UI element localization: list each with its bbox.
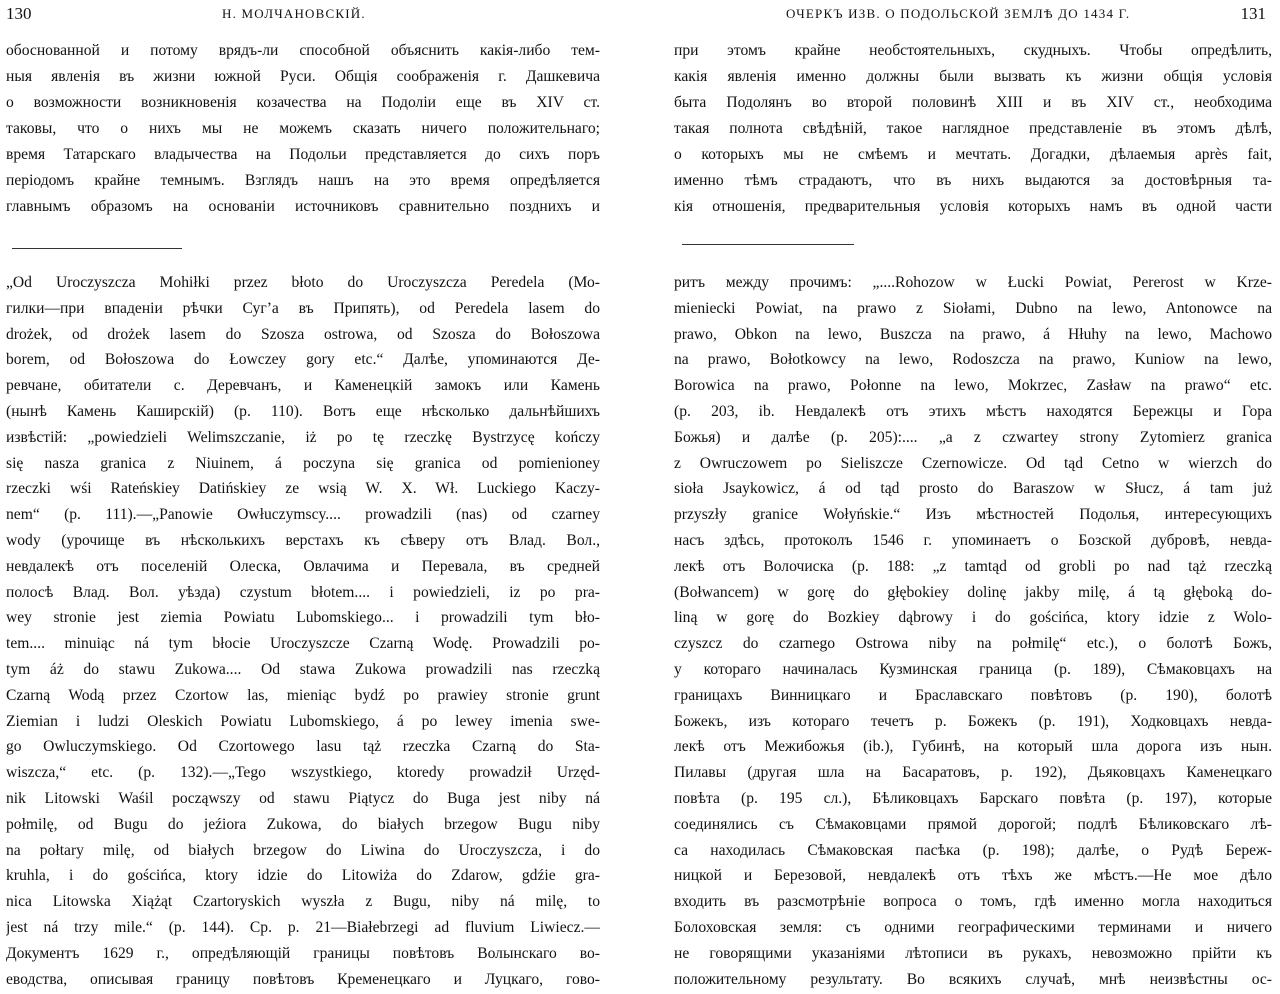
text-line: обоснованной и потому врядъ-ли способной объяснить какія-либо тем- <box>6 42 600 59</box>
footnote-line: гилки—при впаденіи рѣчки Сугʼа въ Припять), od Peredela lasem do <box>6 299 600 317</box>
text-line: быта Подолянъ во второй половинѣ XIII и въ XIV ст., необходима <box>674 94 1272 111</box>
footnote-line: невдалекѣ отъ поселеній Олеска, Овлачима и Перевала, въ средней <box>6 557 600 575</box>
footnote-line: (Bołwancem) w gorę do głębokiey dolinę jakby milę, á tą głęboką do- <box>674 583 1272 601</box>
left-main-text <box>6 38 600 220</box>
text-line: при этомъ крайне необстоятельныхъ, скудныхъ. Чтобы опредѣлить, <box>674 42 1272 59</box>
footnote-line: liną w gorę do Bozkiey dąbrowy i do gościńca, ktory idzie z Wolo- <box>674 609 1272 627</box>
footnote-line: przyszły granice Wołyńskie.“ Изъ мѣстностей Подолья, интересующихъ <box>674 506 1272 524</box>
right-running-title: ОЧЕРКЪ ИЗВ. О ПОДОЛЬСКОЙ ЗЕМЛѢ ДО 1434 Г. <box>786 6 1131 21</box>
footnote-line: drożek, od drożek lasem do Szosza ostrowa, od Szosza do Bołoszowa <box>6 325 600 343</box>
left-running-title: Н. МОЛЧАНОВСКІЙ. <box>222 6 366 21</box>
text-line: главнымъ образомъ на основаніи источниковъ сравнительно позднихъ и <box>6 198 600 215</box>
footnote-line: входить въ разсмотрѣніе вопроса о томъ, гдѣ именно могла находиться <box>674 893 1272 911</box>
footnote-line: kruhla, i do gościńca, ktory idzie do Litowiża do Zdarow, gdźie gra- <box>6 867 600 885</box>
footnote-line: соединялись съ Сѣмаковцами прямой дорогой; подлѣ Бѣликовскаго лѣ- <box>674 815 1272 833</box>
footnote-line: положительному результату. Во всякихъ случаѣ, мнѣ неизвѣстны ос- <box>674 970 1272 988</box>
left-footnote-text <box>6 270 600 992</box>
text-line: именно тѣмъ страдаютъ, что въ нихъ выдаются за достовѣрныя та- <box>674 172 1272 189</box>
footnote-line: ритъ между прочимъ: „....Rohozow w Łucki Powiat, Pererost w Krze- <box>674 274 1272 291</box>
footnote-line: Божекъ, изъ котораго течетъ р. Божекъ (p. 191), Ходковцахъ невда- <box>674 712 1272 730</box>
footnote-line: na połtary milę, od białych brzegow do Liwina do Uroczyszcza, i do <box>6 841 600 859</box>
footnote-line: са находилась Сѣмаковская пасѣка (p. 198); далѣе, о Рудѣ Береж- <box>674 841 1272 859</box>
footnote-line: tym áż do stawu Zukowa.... Od stawa Zukowa prowadzili nas rzeczką <box>6 660 600 678</box>
footnote-line: лекѣ отъ Волочиска (p. 188: „z tamtąd od grobli po nad tąż rzeczką <box>674 557 1272 575</box>
footnote-line: Пилавы (другая шла на Басаратовъ, p. 192), Дьяковцахъ Каменецкаго <box>674 764 1272 782</box>
footnote-line: Czarną Wodą przez Czortow las, mieniąc bydź po prawiey stronie grunt <box>6 686 600 704</box>
footnote-line: jest ná trzy mile.“ (p. 144). Ср. p. 21—Białebrzegi ad fluvium Liwiecz.— <box>6 918 600 936</box>
footnote-line: nem“ (p. 111).—„Panowie Owłuczymscy.... prowadzili (nas) od czarney <box>6 506 600 524</box>
left-page <box>0 0 600 994</box>
text-line: время Татарскаго владычества на Подольи представляется до сихъ поръ <box>6 146 600 163</box>
footnote-line: połmilę, od Bugu do jeźiora Zukowa, do białych brzegow Bugu niby <box>6 815 600 833</box>
footnote-line: полосѣ Влад. Вол. уѣзда) czystum błotem.... i powiedzieli, iz po pra- <box>6 583 600 601</box>
footnote-line: prawo, Obkon na lewo, Buszcza na prawo, á Hłuhy na lewo, Machowo <box>674 325 1272 343</box>
text-line: какія явленія именно должны были вызвать къ жизни общія условія <box>674 68 1272 85</box>
text-line: о которыхъ мы не смѣемъ и мечтать. Догадки, дѣлаемыя après fait, <box>674 146 1272 163</box>
footnote-line: na prawo, Bołotkowcy na lewo, Rodoszcza na prawo, Kuniow na lewo, <box>674 351 1272 369</box>
footnote-line: Borowica na prawo, Połonne na lewo, Mokrzec, Zasław na prawo“ etc. <box>674 377 1272 395</box>
text-line: періодомъ крайне темнымъ. Взглядъ нашъ на это время опредѣляется <box>6 172 600 189</box>
text-line: такая полнота свѣдѣній, такое наглядное представленіе въ этомъ дѣлѣ, <box>674 120 1272 137</box>
footnote-line: wey stronie jest ziemia Powiatu Lubomskiego... i prowadzili tym bło- <box>6 609 600 627</box>
text-line: о возможности возникновенія козачества на Подоліи еще въ XIV ст. <box>6 94 600 111</box>
footnote-line: borem, od Bołoszowa do Łowczey gory etc.“ Далѣе, упоминаются Де- <box>6 351 600 369</box>
right-page <box>668 0 1272 994</box>
footnote-line: go Owluczymskiego. Od Czortowego lasu tąż rzeczka Czarną do Sta- <box>6 738 600 756</box>
footnote-line: nica Litowska Xiążąt Czartoryskich wyszła z Bugu, niby ná milę, to <box>6 893 600 911</box>
right-footnote-text <box>674 270 1272 992</box>
footnote-line: не говорящими указаніями лѣтописи въ рукахъ, невозможно прійти къ <box>674 944 1272 962</box>
right-page-header <box>668 4 1272 26</box>
footnote-line: (p. 203, ib. Невдалекѣ отъ этихъ мѣстъ находятся Бережцы и Гора <box>674 402 1272 420</box>
footnote-line: Болоховская земля: съ одними географическими терминами и ничего <box>674 918 1272 936</box>
text-line: таковы, что о нихъ мы не можемъ сказать ничего положительнаго; <box>6 120 600 137</box>
text-line: ныя явленія въ жизни южной Руси. Общія соображенія г. Дашкевича <box>6 68 600 85</box>
footnote-line: Божья) и далѣе (p. 205):.... „a z czwartey strony Zytomierz granica <box>674 428 1272 446</box>
footnote-line: nik Litowski Waśil począwszy od stawu Piątycz do Buga jest niby ná <box>6 789 600 807</box>
footnote-line: извѣстій: „powiedzieli Welimszczanie, iż po tę rzeczkę Bystrzycę kończy <box>6 428 600 446</box>
text-line: кія отношенія, предварительныя условія которыхъ намъ въ одной части <box>674 198 1272 215</box>
footnote-line: sioła Jsaykowicz, á od tąd prosto do Baraszow w Słucz, á tam już <box>674 480 1272 498</box>
footnote-line: еводства, описывая границу повѣтовъ Кременецкаго и Луцкаго, гово- <box>6 970 600 988</box>
footnote-line: (нынѣ Камень Каширскій) (p. 110). Вотъ еще нѣсколько дальнѣйшихъ <box>6 402 600 420</box>
footnote-line: ницкой и Березовой, невдалекѣ отъ тѣхъ же мѣстъ.—Не мое дѣло <box>674 867 1272 885</box>
right-main-text <box>674 38 1272 220</box>
footnote-line: Ziemian i ludzi Oleskich Powiatu Lubomskiego, á po lewey imenia swe- <box>6 712 600 730</box>
left-page-number: 130 <box>6 4 32 23</box>
footnote-line: лекѣ отъ Межибожья (ib.), Губинѣ, на который шла дорога изъ нын. <box>674 738 1272 756</box>
footnote-line: „Od Uroczyszcza Mohiłki przez błoto do Uroczyszcza Peredela (Мо- <box>6 274 600 291</box>
footnote-line: wody (урочище въ нѣсколькихъ верстахъ къ сѣверу отъ Влад. Вол., <box>6 531 600 549</box>
footnote-line: mieniecki Powiat, na prawo z Siołami, Dubno na lewo, Antonowce na <box>674 299 1272 317</box>
footnote-line: Документъ 1629 г., опредѣляющій границы повѣтовъ Волынскаго во- <box>6 944 600 962</box>
footnote-line: насъ здѣсь, протоколъ 1546 г. упоминаетъ о Бозской дубровѣ, невда- <box>674 531 1272 549</box>
footnote-line: wiszcza,“ etc. (p. 132).—„Tego wszystkiego, ktoredy prowadził Urzęd- <box>6 764 600 782</box>
footnote-separator-left <box>12 248 182 249</box>
footnote-line: у котораго начиналась Кузминская граница (p. 189), Сѣмаковцахъ на <box>674 660 1272 678</box>
footnote-line: tem.... minuiąc ná tym błocie Uroczyszcze Czarną Wodę. Prowadzili po- <box>6 635 600 653</box>
right-page-number: 131 <box>1240 4 1266 23</box>
left-page-header <box>0 4 600 26</box>
footnote-line: повѣта (p. 195 сл.), Бѣликовцахъ Барскаго повѣта (p. 197), которые <box>674 789 1272 807</box>
footnote-line: z Owruczowem po Sieliszcze Czernowicze. Od tąd Cetno w wierzch do <box>674 454 1272 472</box>
footnote-line: границахъ Винницкаго и Браславскаго повѣтовъ (p. 190), болотѣ <box>674 686 1272 704</box>
footnote-line: rzeczki wśi Rateńskiey Datińskiey ze wsią W. X. Wł. Luckiego Kaczy- <box>6 480 600 498</box>
footnote-line: się nasza granica z Niuinem, á poczyna się granica od pomienioney <box>6 454 600 472</box>
footnote-separator-right <box>682 244 854 245</box>
footnote-line: ревчане, обитатели с. Деревчанъ, и Каменецкій замокъ или Камень <box>6 377 600 395</box>
footnote-line: czyszcz do czarnego Ostrowa niby na połmilę“ etc.), о болотѣ Божъ, <box>674 635 1272 653</box>
